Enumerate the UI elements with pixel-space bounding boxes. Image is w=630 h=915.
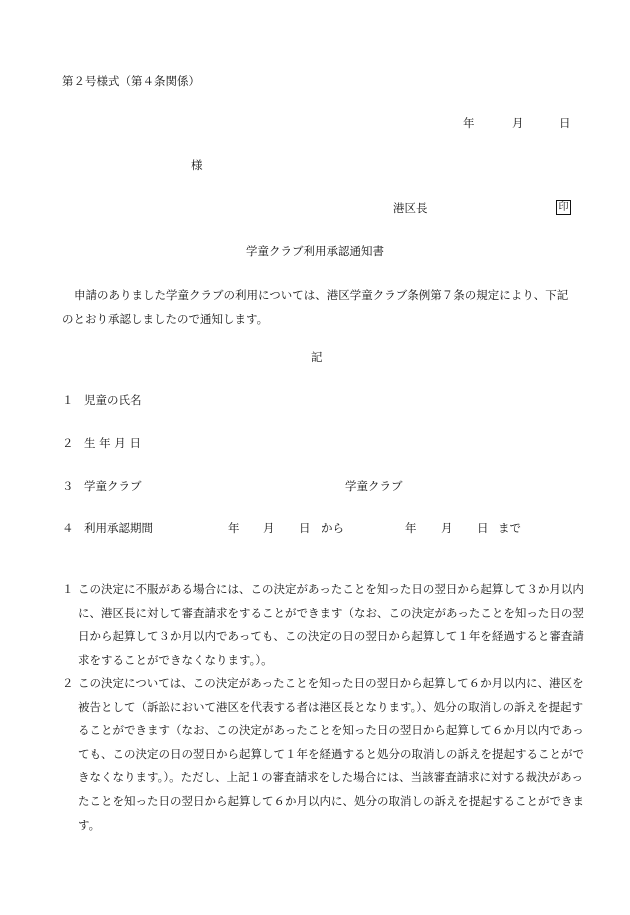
document-title: 学童クラブ利用承認通知書 [246,244,384,258]
date-day: 日 [559,116,571,130]
item-label: 児童の氏名 [84,393,142,407]
from-year: 年 [228,521,240,535]
from-word: から [321,521,344,535]
note-2 [62,672,592,837]
item-3 [62,481,142,493]
date-year: 年 [463,116,475,130]
to-word: まで [498,521,521,535]
note-text: この決定に不服がある場合には、この決定があったことを知った日の翌日から起算して３か月以内に、港区長に対して審査請求をすることができます（なお、この決定があったことを知った日の翌日から起算して３か月以内であっても、この決定の日の翌日から起算して１年を経過すると審査請求をすることができなくなります。）。 [78,582,584,667]
to-day: 日 [477,521,489,535]
item-3-value: 学童クラブ [345,479,403,493]
note-number: １ [62,582,74,596]
addressee-suffix: 様 [191,158,203,172]
body-text: 申請のありました学童クラブの利用については、港区学童クラブ条例第７条の規定により、下記のとおり承認しましたので通知します。 [62,288,569,326]
item-label: 生 年 月 日 [84,436,141,450]
item-number: ４ [62,521,74,535]
from-month: 月 [263,521,275,535]
ki-heading: 記 [311,350,323,364]
item-number: ３ [62,479,74,493]
item-2 [62,438,141,450]
note-text: この決定については、この決定があったことを知った日の翌日から起算して６か月以内に、港区を被告として（訴訟において港区を代表する者は港区長となります。）、処分の取消しの訴えを提起することができます（なお、この決定があったことを知った日の翌日から起算して６か月以内であっても、この決定の日の翌日から起算して１年を経過すると処分の取消しの訴えを提起することができなくなります。）。ただし、上記１の審査請求をした場合には、当該審査請求に対する裁決があったことを知った日の翌日から起算して６か月以内に、処分の取消しの訴えを提起することができます。 [78,676,584,832]
date-month: 月 [512,116,524,130]
item-label: 学童クラブ [84,479,142,493]
item-label: 利用承認期間 [84,521,153,535]
item-number: １ [62,393,74,407]
note-number: ２ [62,676,74,690]
item-4 [62,523,153,535]
issuer: 港区長 [393,201,428,215]
from-day: 日 [299,521,311,535]
note-1 [62,578,592,672]
to-month: 月 [441,521,453,535]
seal-mark: 印 [556,200,571,215]
item-1 [62,395,142,407]
item-number: ２ [62,436,74,450]
to-year: 年 [405,521,417,535]
form-label: 第２号様式（第４条関係） [62,74,200,88]
